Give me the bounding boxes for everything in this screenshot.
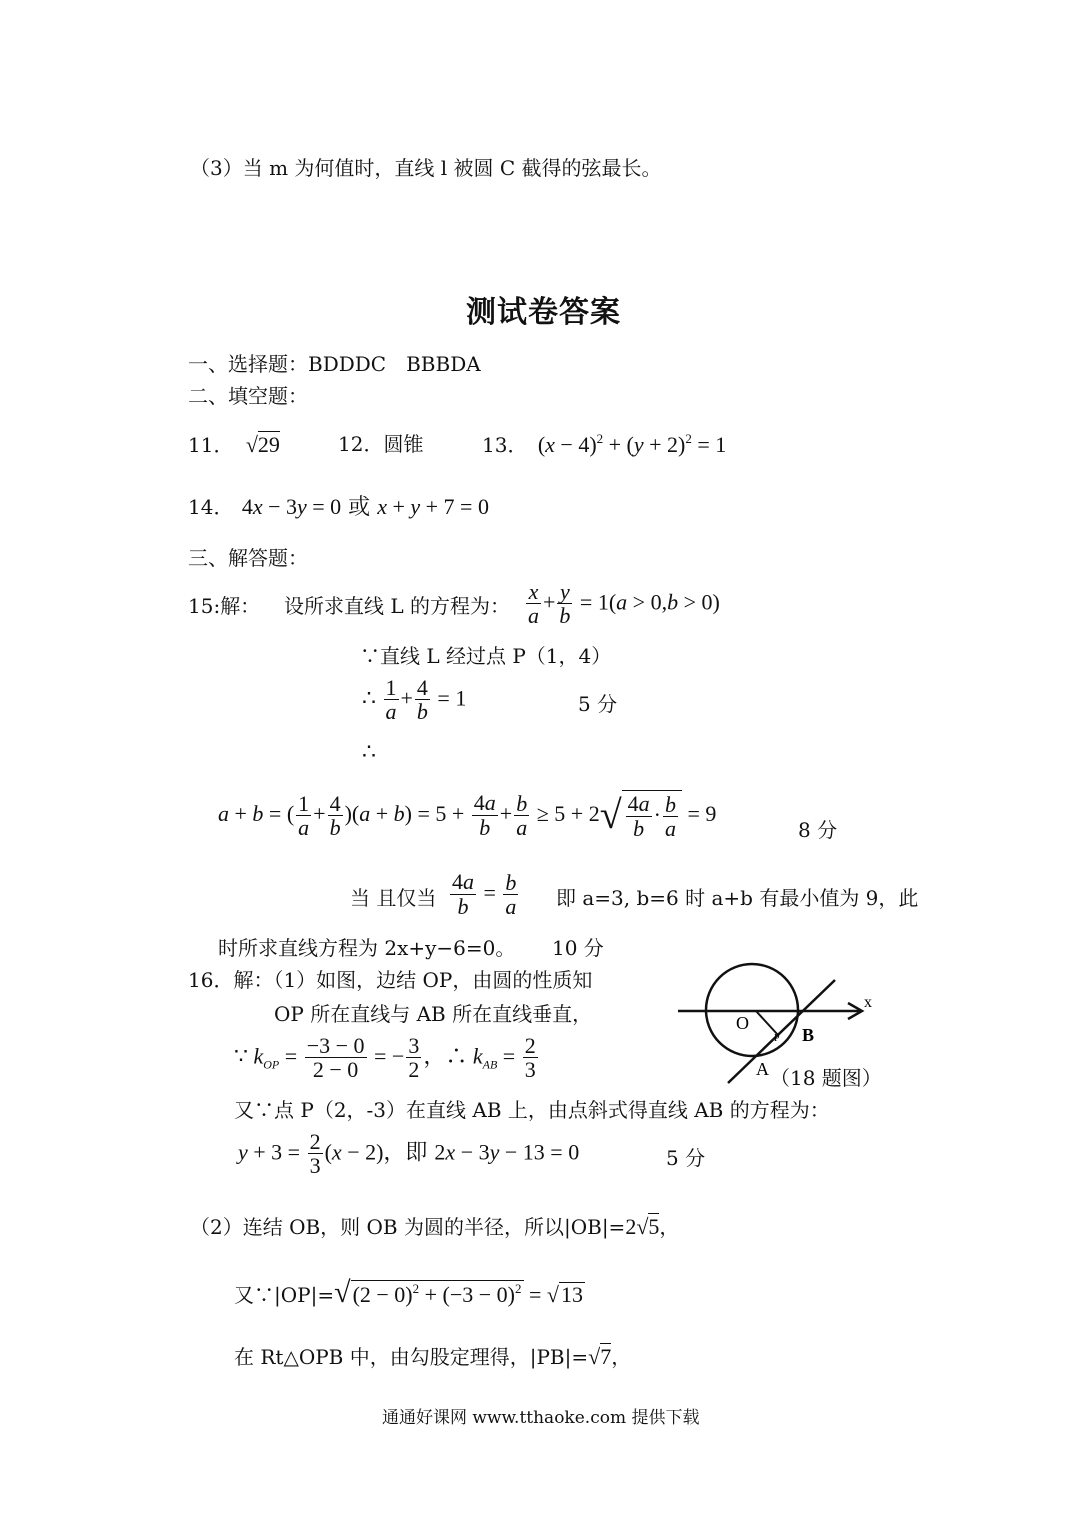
problem-16-part-2: （2）连结 OB，则 OB 为圆的半径，所以|OB|=2√5， — [190, 1214, 680, 1239]
section-fill-heading: 二、填空题： — [188, 384, 308, 408]
problem-15-setup: 设所求直线 L 的方程为： — [284, 594, 510, 618]
problem-16-line-1: 16．解：（1）如图，边结 OP，由圆的性质知 — [188, 968, 593, 992]
problem-16-score-5: 5 分 — [666, 1146, 706, 1170]
problem-15-therefore: ∴ — [362, 740, 376, 765]
problem-16-line-2: OP 所在直线与 AB 所在直线垂直， — [274, 1002, 593, 1026]
problem-15-score-5: 5 分 — [578, 692, 618, 716]
problem-15-when-expression: $\frac{4a}{b}$ = $\frac{b}{a}$ — [452, 869, 517, 920]
figure-caption: （18 题图） — [770, 1066, 882, 1090]
problem-16-line-equation: y + 3 = $\frac{2}{3}$ (x − 2)，即 2x − 3y − 13 = 0 — [238, 1129, 580, 1179]
label-b: B — [802, 1025, 815, 1045]
answer-13: 13． $(x - 4)^2 + (y + 2)^2 = 1$ — [482, 431, 727, 457]
answer-11-label: 11． — [188, 433, 234, 457]
problem-16-pb-length: 在 Rt△OPB 中，由勾股定理得，|PB|=√7， — [234, 1344, 632, 1369]
label-a: A — [756, 1059, 769, 1079]
problem-15-result: 即 a=3, b=6 时 a+b 有最小值为 9，此 — [556, 886, 919, 910]
label-o: O — [736, 1013, 749, 1033]
problem-16-op-length: 又∵|OP|=√(2 − $0)^2 + (-3 - 0)^2 = √13$ — [234, 1276, 583, 1309]
label-x: x — [864, 994, 872, 1011]
problem-16-slope-expression: ∵ $k_{OP}$ = $\frac{-3 - 0}{2 - 0}$ = − $\frac{3}{2}$ ，∴ $k_{AB}$ = $\frac{2}{3}$ — [234, 1033, 536, 1083]
problem-15-score-10: 10 分 — [552, 936, 604, 960]
problem-15-setup-expression: $\frac{x}{a}$ + $\frac{y}{b}$ = 1(a > 0,b > 0) — [528, 579, 720, 629]
answer-14-label: 14． — [188, 495, 234, 519]
answer-11 — [188, 434, 280, 456]
answer-12: 12．圆锥 — [338, 432, 424, 456]
problem-15-result-line-2: 时所求直线方程为 2x+y−6=0。 — [218, 936, 516, 960]
answer-14: 14． 4x − 3y = 0 或 x + y + 7 = 0 — [188, 494, 489, 520]
problem-15-main-expression: a + b = ( $\frac{1}{a}$ + $\frac{4}{b}$ )(a + b) = 5 + $\frac{4a}{b}$ + $\frac{b}{a}$ ≥ 5 + 2√ $\frac{4a}{b}$ · $\frac{b}{a}$ = 9 — [218, 790, 717, 842]
section-solve-heading: 三、解答题： — [188, 546, 308, 570]
problem-15-line-2: ∵直线 L 经过点 P（1，4） — [360, 644, 612, 668]
problem-15-label: 15:解： — [188, 594, 261, 618]
label-p: P — [774, 1033, 780, 1044]
problem-15-line-3-expression: ∴ $\frac{1}{a}$ + $\frac{4}{b}$ = 1 — [362, 675, 467, 725]
section-choice-answers: 一、选择题：BDDDC BBBDA — [188, 352, 481, 376]
question-3-text: （3）当 m 为何值时，直线 l 被圆 C 截得的弦最长。 — [190, 156, 662, 180]
problem-16-line-4: 又∵点 P（2，-3）在直线 AB 上，由点斜式得直线 AB 的方程为： — [234, 1098, 830, 1122]
page-footer: 通通好课网 www.tthaoke.com 提供下载 — [382, 1408, 700, 1428]
problem-15-score-8: 8 分 — [798, 818, 838, 842]
answer-11-value: √29 — [245, 432, 280, 457]
page-title: 测试卷答案 — [466, 295, 621, 330]
problem-15-when: 当 且仅当 — [350, 886, 437, 910]
answer-13-label: 13． — [482, 433, 528, 457]
segment-op — [756, 1011, 778, 1035]
